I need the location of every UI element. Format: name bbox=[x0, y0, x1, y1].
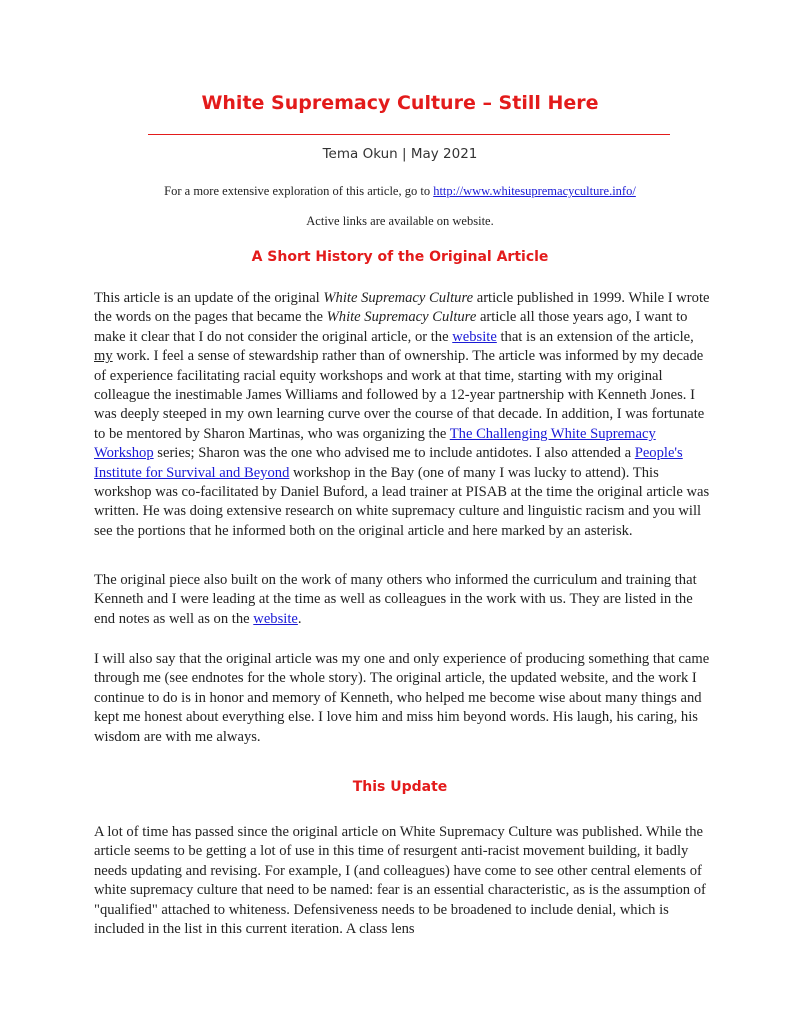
website-url-link[interactable]: http://www.whitesupremacyculture.info/ bbox=[433, 184, 636, 198]
text-run: . bbox=[297, 610, 302, 627]
text-run: workshop in the Bay (one of many I was lucky to attend). This workshop was co-facilitated by Daniel Buford, a lead trainer at PISAB at the time the original article was written. He was doing extensive research on white supremacy culture and linguistic racism and you will see the portions that he informed both on the original article and here marked by an asterisk. bbox=[94, 464, 710, 539]
challenging-white-supremacy-workshop-link[interactable]: The Challenging White Supremacy Workshop bbox=[94, 425, 656, 462]
text-run: series; Sharon was the one who advised me to include antidotes. I also attended a bbox=[153, 445, 635, 462]
section-heading-update: This Update bbox=[352, 779, 448, 795]
section-heading-history: A Short History of the Original Article bbox=[251, 249, 549, 265]
active-links-note: Active links are available on website. bbox=[306, 214, 494, 228]
text-run: article published in 1999. While I wrote the words on the pages that became the bbox=[94, 290, 710, 326]
author-byline: Tema Okun | May 2021 bbox=[322, 146, 478, 162]
text-run: This article is an update of the original bbox=[94, 290, 324, 306]
intro-note bbox=[0, 184, 800, 199]
history-paragraph-2 bbox=[94, 571, 710, 629]
history-paragraph-1 bbox=[94, 289, 710, 541]
website-link[interactable]: website bbox=[253, 610, 298, 627]
text-run: that is an extension of the article, bbox=[496, 328, 694, 345]
italic-article-title: White Supremacy Culture bbox=[323, 290, 474, 306]
document-title: White Supremacy Culture – Still Here bbox=[201, 92, 599, 114]
text-run: The original piece also built on the work of many others who informed the curriculum and training that Kenneth and I were leading at the time as well as colleagues in the work with us. They are listed in the end notes as well as on the bbox=[94, 572, 697, 627]
intro-note-text: For a more extensive exploration of this article, go to bbox=[164, 184, 434, 198]
website-link[interactable]: website bbox=[452, 328, 497, 345]
underlined-word: my bbox=[94, 348, 113, 365]
text-run: work. I feel a sense of stewardship rather than of ownership. The article was informed by my decade of experience facilitating racial equity workshops and work at that time, starting with my original colleague the inestimable James Williams and followed by a 12-year partnership with Kenneth Jones. I was deeply steeped in my own learning curve over the course of that decade. In addition, I was fortunate to be mentored by Sharon Martinas, who was organizing the bbox=[94, 348, 705, 442]
update-paragraph-1: A lot of time has passed since the original article on White Supremacy Culture was published. While the article seems to be getting a lot of use in this time of resurgent anti-racist movement building, it badly needs updating and revising. For example, I (and colleagues) have come to see other central elements of white supremacy culture that need to be named: fear is an essential characteristic, as is the assumption of "qualified" attached to whiteness. Defensiveness needs to be broadened to include denial, which is included in the list in this current iteration. A class lens bbox=[94, 824, 706, 938]
peoples-institute-link[interactable]: People's Institute for Survival and Beyond bbox=[94, 445, 683, 481]
italic-article-title: White Supremacy Culture bbox=[326, 309, 477, 326]
text-run: article all those years ago, I want to make it clear that I do not consider the original article, or the bbox=[94, 309, 688, 345]
title-divider bbox=[148, 134, 670, 135]
history-paragraph-3: I will also say that the original article was my one and only experience of producing something that came through me (see endnotes for the whole story). The original article, the updated website, and the work I continue to do is in honor and memory of Kenneth, who helped me become wise about many things and kept me honest about everything else. I love him and miss him beyond words. His laugh, his caring, his wisdom are with me always. bbox=[94, 651, 710, 745]
